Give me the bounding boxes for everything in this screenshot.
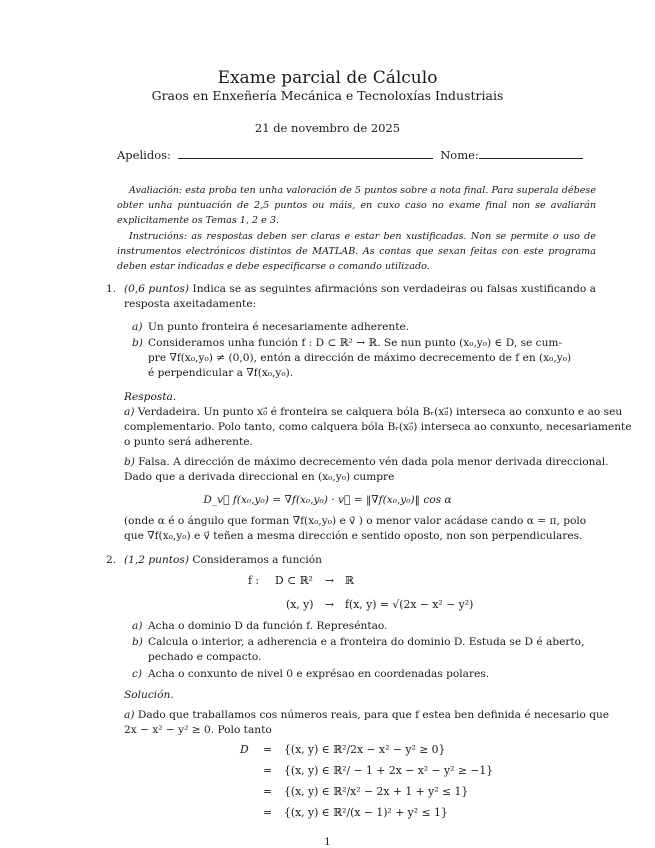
name-blank[interactable]	[479, 157, 583, 159]
domain-eq-3: =	[263, 785, 273, 798]
q1-statement	[124, 282, 596, 313]
directional-derivative-equation: D_v⃗ f(x₀,y₀) = ∇f(x₀,y₀) · v⃗ = ‖∇f(x₀,y₀)‖ cos α	[203, 494, 452, 506]
q2-solution-a-label: a)	[124, 709, 135, 721]
domain-row-2: {(x, y) ∈ ℝ²/ − 1 + 2x − x² − y² ≥ −1}	[284, 764, 494, 777]
q2-solution-heading: Solución.	[124, 689, 174, 701]
instructions-paragraph: Instrucións: as respostas deben ser claras e estar ben xustificadas. Non se permite o uso de instrumentos electrónicos distintos de MATLAB. As contas que sexan feitas con este programa deben estar indicadas e debe especificarse o comando utilizado.	[117, 231, 596, 272]
name-label: Nome:	[440, 148, 479, 162]
surname-label: Apelidos:	[117, 148, 171, 162]
fdef-point: (x, y)	[286, 598, 314, 611]
q2-b-label: b)	[132, 636, 143, 648]
fdef-arrow2: →	[325, 598, 335, 611]
domain-row-4: {(x, y) ∈ ℝ²/(x − 1)² + y² ≤ 1}	[284, 806, 448, 819]
q2-statement-text: Consideramos a función	[192, 554, 322, 566]
q1-a-text: Un punto fronteira é necesariamente adherente.	[148, 321, 410, 333]
exam-title: Exame parcial de Cálculo	[217, 68, 438, 88]
q2-number: 2.	[106, 554, 117, 566]
q1-answer-b-line4: que ∇f(x₀,y₀) e v⃗ teñen a mesma dirección e sentido oposto, non son perpendiculares.	[124, 530, 583, 542]
q1-b-line1: Consideramos unha función f : D ⊂ ℝ² → ℝ. Se nun punto (x₀,y₀) ∈ D, se cum-	[148, 337, 563, 349]
q1-answer-b-label: b)	[124, 456, 135, 468]
q2-solution-a-line1	[124, 708, 609, 723]
name-fields	[117, 148, 583, 162]
evaluation-paragraph: Avaliación: esta proba ten unha valoración de 5 puntos sobre a nota final. Para superala débese obter unha puntuación de 2,5 puntos ou máis, en cuxo caso no exame final non se avaliarán explicitamente os Temas 1, 2 e 3.	[117, 185, 596, 226]
q1-answer-a-line2: complementario. Polo tanto, como calquera bóla Bᵣ(x₀⃗) interseca ao conxunto, necesariamente	[124, 421, 632, 433]
q2-c-text: Acha o conxunto de nivel 0 e exprésao en coordenadas polares.	[148, 668, 490, 680]
domain-lhs: D	[240, 743, 249, 756]
q1-answer-b-line2: Dado que a derivada direccional en (x₀,y₀) cumpre	[124, 471, 395, 483]
q1-answer-a-line3: o punto será adherente.	[124, 436, 253, 448]
domain-row-1: {(x, y) ∈ ℝ²/2x − x² − y² ≥ 0}	[284, 743, 446, 756]
q1-answer-heading: Resposta.	[124, 391, 177, 403]
q1-answer-b-text1: Falsa. A dirección de máximo decrecemento vén dada pola menor derivada direccional.	[138, 456, 609, 468]
q1-answer-a-label: a)	[124, 406, 135, 418]
domain-eq-4: =	[263, 806, 273, 819]
q1-points: (0,6 puntos)	[124, 283, 190, 295]
q2-a-text: Acha o dominio D da función f. Represéntao.	[148, 620, 388, 632]
q1-statement-text: Indica se as seguintes afirmacións son verdadeiras ou falsas xustificando a resposta axeitadamente:	[124, 283, 597, 311]
q2-points: (1,2 puntos)	[124, 554, 189, 566]
exam-date: 21 de novembro de 2025	[254, 121, 401, 135]
surname-blank[interactable]	[178, 157, 433, 159]
fdef-domain: D ⊂ ℝ²	[275, 574, 313, 587]
q1-answer-b-line1	[124, 455, 609, 470]
q1-b-line2: pre ∇f(x₀,y₀) ≠ (0,0), entón a dirección de máximo decrecemento de f en (x₀,y₀)	[148, 352, 572, 364]
q1-a-label: a)	[132, 321, 143, 333]
q2-statement	[124, 553, 322, 568]
domain-row-3: {(x, y) ∈ ℝ²/x² − 2x + 1 + y² ≤ 1}	[284, 785, 469, 798]
q1-b-line3: é perpendicular a ∇f(x₀,y₀).	[148, 367, 294, 379]
q1-answer-a-line1	[124, 405, 622, 420]
fdef-f: f :	[248, 574, 260, 587]
q2-c-label: c)	[132, 668, 143, 680]
page-number: 1	[324, 836, 331, 848]
q2-a-label: a)	[132, 620, 143, 632]
q1-answer-a-text1: Verdadeira. Un punto x₀⃗ é fronteira se calquera bóla Bᵣ(x₀⃗) interseca ao conxunto e ao seu	[137, 406, 623, 418]
q2-solution-a-line2: 2x − x² − y² ≥ 0. Polo tanto	[124, 724, 272, 736]
fdef-codomain: ℝ	[345, 574, 354, 587]
fdef-formula: f(x, y) = √(2x − x² − y²)	[345, 598, 474, 611]
q2-b-line1: Calcula o interior, a adherencia e a fronteira do dominio D. Estuda se D é aberto,	[148, 636, 585, 648]
domain-eq-2: =	[263, 764, 273, 777]
q2-solution-a-text1: Dado que traballamos cos números reais, para que f estea ben definida é necesario que	[137, 709, 610, 721]
q1-number: 1.	[106, 283, 117, 295]
fdef-arrow1: →	[325, 574, 335, 587]
q1-answer-b-line3: (onde α é o ángulo que forman ∇f(x₀,y₀) e v⃗ ) o menor valor acádase cando α = π, polo	[124, 515, 587, 527]
q1-b-label: b)	[132, 337, 143, 349]
domain-eq-1: =	[263, 743, 273, 756]
q2-b-line2: pechado e compacto.	[148, 651, 262, 663]
exam-subtitle: Graos en Enxeñería Mecánica e Tecnoloxías Industriais	[151, 88, 504, 103]
